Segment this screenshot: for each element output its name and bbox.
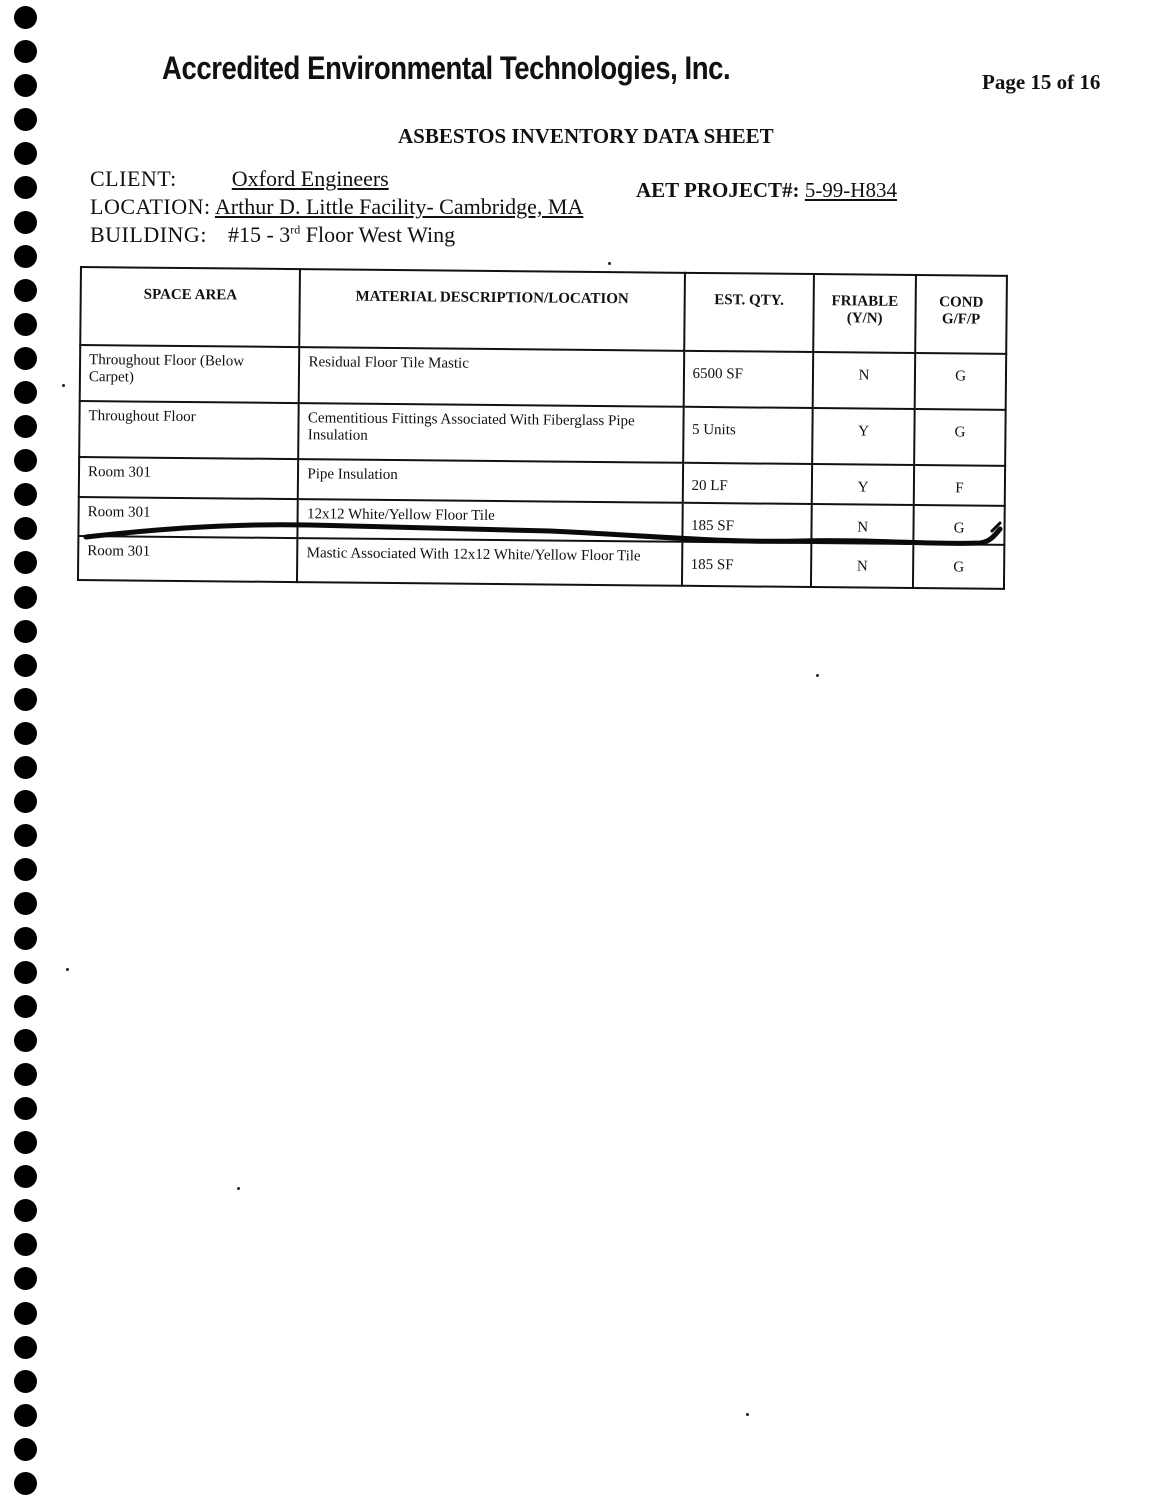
cell-space: Room 301 [78,536,298,582]
binding-hole [14,415,37,438]
binding-holes [8,6,44,1496]
cell-friable: N [811,543,913,588]
binding-hole [14,40,37,63]
binding-hole [14,142,37,165]
cell-qty: 185 SF [682,503,812,543]
company-name: Accredited Environmental Technologies, Inc. [162,50,731,86]
binding-hole [14,995,37,1018]
building-line [90,222,455,248]
cell-friable: Y [812,408,914,465]
binding-hole [14,1370,37,1393]
binding-hole [14,1472,37,1495]
binding-hole [14,756,37,779]
binding-hole [14,858,37,881]
binding-hole [14,279,37,302]
binding-hole [14,176,37,199]
scan-speck [62,384,65,387]
binding-hole [14,381,37,404]
client-label: CLIENT: [90,166,177,191]
cell-material: Pipe Insulation [298,459,683,503]
building-value-pre: #15 - 3 [227,222,291,247]
binding-hole [14,1199,37,1222]
header-material: MATERIAL DESCRIPTION/LOCATION [300,269,685,351]
scan-speck [816,674,819,677]
binding-hole [14,586,37,609]
cell-cond: G [915,353,1006,410]
binding-hole [14,790,37,813]
scan-speck [66,968,69,971]
binding-hole [14,1233,37,1256]
binding-hole [14,654,37,677]
client-line [90,166,389,192]
header-cond: COND G/F/P [915,275,1007,354]
cell-material: Cementitious Fittings Associated With Fiberglass Pipe Insulation [299,403,684,463]
binding-hole [14,449,37,472]
binding-hole [14,1063,37,1086]
scan-speck [746,1413,749,1416]
project-line [636,178,897,203]
binding-hole [14,108,37,131]
header-qty: EST. QTY. [684,273,814,352]
location-label: LOCATION: [90,194,211,219]
binding-hole [14,1404,37,1427]
cell-material: Residual Floor Tile Mastic [299,347,684,407]
table-row [80,345,1006,410]
binding-hole [14,74,37,97]
binding-hole [14,1438,37,1461]
binding-hole [14,483,37,506]
cell-qty: 6500 SF [683,351,813,408]
location-value: Arthur D. Little Facility- Cambridge, MA [214,194,584,219]
binding-hole [14,211,37,234]
binding-hole [14,1165,37,1188]
building-value [228,222,455,247]
table-row [79,401,1005,466]
binding-hole [14,347,37,370]
cell-friable: N [813,352,915,409]
cell-cond: F [914,465,1005,506]
binding-hole [14,1336,37,1359]
binding-hole [14,961,37,984]
binding-hole [14,245,37,268]
cell-material: 12x12 White/Yellow Floor Tile [298,499,683,542]
location-line [90,194,583,220]
sheet-title: ASBESTOS INVENTORY DATA SHEET [398,124,774,148]
binding-hole [14,6,37,29]
table-header-row [80,267,1007,354]
binding-hole [14,722,37,745]
building-value-post: Floor West Wing [300,222,456,247]
cell-space: Room 301 [79,457,299,499]
binding-hole [14,517,37,540]
binding-hole [14,620,37,643]
handwritten-strike-line [80,515,1010,555]
cell-qty: 20 LF [682,463,812,504]
cell-space: Room 301 [78,497,298,538]
binding-hole [14,1131,37,1154]
binding-hole [14,313,37,336]
cell-cond: G [914,409,1005,466]
cell-friable: N [812,504,914,544]
binding-hole [14,1097,37,1120]
binding-hole [14,1029,37,1052]
binding-hole [14,1302,37,1325]
cell-qty: 5 Units [683,407,813,464]
binding-hole [14,688,37,711]
binding-hole [14,927,37,950]
header-friable: FRIABLE (Y/N) [813,274,916,353]
binding-hole [14,551,37,574]
cell-space: Throughout Floor (Below Carpet) [80,345,300,403]
cell-material: Mastic Associated With 12x12 White/Yellow Floor Tile [297,538,682,586]
scan-speck [237,1187,240,1190]
cell-qty: 185 SF [682,542,812,587]
page-number: Page 15 of 16 [982,70,1101,94]
project-value: 5-99-H834 [804,178,897,202]
binding-hole [14,824,37,847]
header-space-area: SPACE AREA [80,267,300,347]
client-value: Oxford Engineers [231,166,389,191]
building-value-sup: rd [290,222,301,237]
binding-hole [14,892,37,915]
building-label: BUILDING: [90,222,207,247]
cell-space: Throughout Floor [79,401,299,459]
project-label: AET PROJECT#: [636,178,800,202]
cell-cond: G [913,505,1004,545]
scan-speck [608,262,611,265]
cell-cond: G [913,544,1004,589]
binding-hole [14,1267,37,1290]
cell-friable: Y [812,464,914,505]
